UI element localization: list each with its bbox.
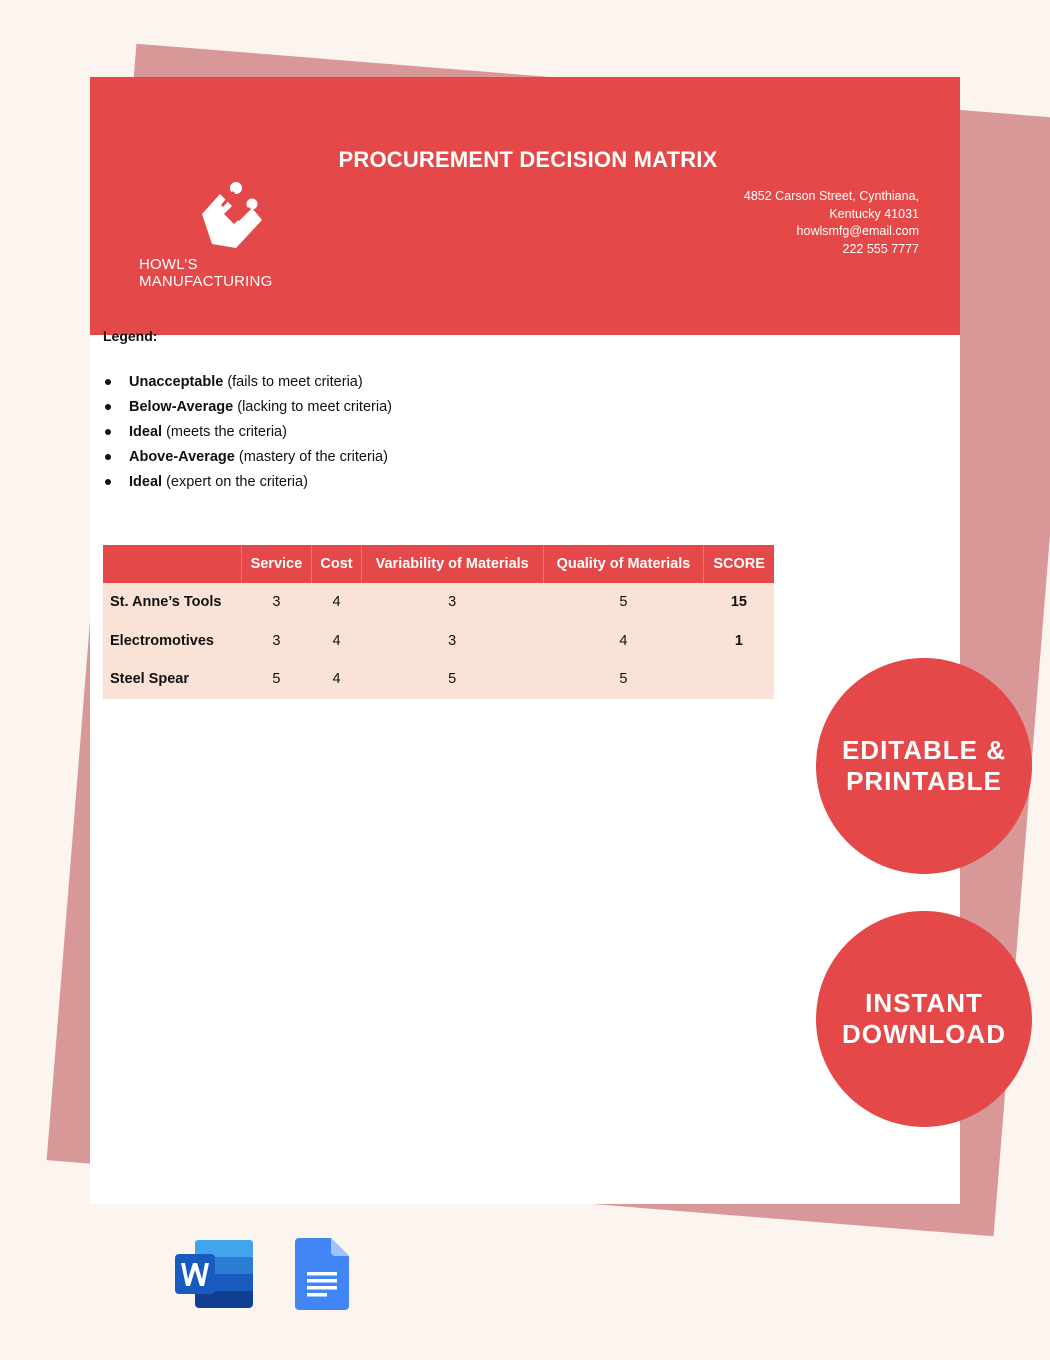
legend-term: Below-Average — [129, 399, 234, 415]
decision-matrix-table — [103, 545, 774, 699]
document-title: PROCUREMENT DECISION MATRIX — [338, 147, 718, 172]
legend-desc: (meets the criteria) — [162, 424, 287, 440]
microsoft-word-icon[interactable] — [173, 1238, 255, 1310]
company-email: howlsmfg@email.com — [796, 224, 919, 238]
badge-line: EDITABLE & — [841, 735, 1007, 765]
table-row — [103, 622, 774, 661]
header-score: SCORE — [704, 545, 774, 583]
header-variability: Variability of Materials — [361, 545, 543, 583]
header-blank — [103, 545, 241, 583]
legend-item — [103, 421, 392, 446]
vendor-name: Electromotives — [103, 622, 241, 661]
address-line-1: 4852 Carson Street, Cynthiana, — [743, 189, 919, 203]
table-row — [103, 660, 774, 699]
variability-cell: 3 — [361, 583, 543, 622]
variability-cell: 5 — [361, 660, 543, 699]
vendor-name: St. Anne’s Tools — [103, 583, 241, 622]
company-phone: 222 555 7777 — [842, 241, 919, 256]
legend-item — [103, 396, 392, 421]
quality-cell: 5 — [543, 583, 704, 622]
legend-desc: (expert on the criteria) — [162, 474, 308, 490]
legend-term: Unacceptable — [129, 374, 224, 390]
legend-desc: (lacking to meet criteria) — [233, 399, 392, 415]
cost-cell: 4 — [312, 583, 362, 622]
cost-cell: 4 — [312, 622, 362, 661]
quality-cell: 4 — [543, 622, 704, 661]
badge-line: PRINTABLE — [846, 766, 1002, 796]
score-cell: 1 — [704, 622, 774, 661]
instant-download-badge[interactable] — [816, 911, 1032, 1127]
legend-item — [103, 371, 392, 396]
score-cell — [704, 660, 774, 699]
quality-cell: 5 — [543, 660, 704, 699]
badge-line: INSTANT — [865, 988, 983, 1018]
legend-term: Ideal — [129, 424, 163, 440]
legend-desc: (fails to meet criteria) — [223, 374, 363, 390]
legend-term: Above-Average — [129, 449, 235, 465]
score-cell: 15 — [704, 583, 774, 622]
service-cell: 3 — [241, 622, 312, 661]
variability-cell: 3 — [361, 622, 543, 661]
legend-item — [103, 471, 392, 496]
company-name: HOWL’S MANUFACTURING — [139, 256, 273, 290]
header-quality: Quality of Materials — [543, 545, 704, 583]
cost-cell: 4 — [312, 660, 362, 699]
vendor-name: Steel Spear — [103, 660, 241, 699]
header-service: Service — [241, 545, 312, 583]
header-cost: Cost — [312, 545, 362, 583]
legend-item — [103, 446, 392, 471]
table-row — [103, 583, 774, 622]
company-contact — [744, 188, 919, 258]
address-line-2: Kentucky 41031 — [829, 206, 919, 221]
legend-term: Ideal — [129, 474, 163, 490]
table-header-row — [103, 545, 774, 583]
legend-title: Legend: — [103, 328, 158, 344]
company-logo-icon — [194, 180, 274, 260]
service-cell: 3 — [241, 583, 312, 622]
badge-line: DOWNLOAD — [842, 1019, 1006, 1049]
service-cell: 5 — [241, 660, 312, 699]
legend-desc: (mastery of the criteria) — [234, 449, 388, 465]
google-docs-icon[interactable] — [295, 1238, 349, 1310]
legend-list — [103, 371, 392, 496]
editable-printable-badge — [816, 658, 1032, 874]
document-header — [90, 77, 960, 335]
